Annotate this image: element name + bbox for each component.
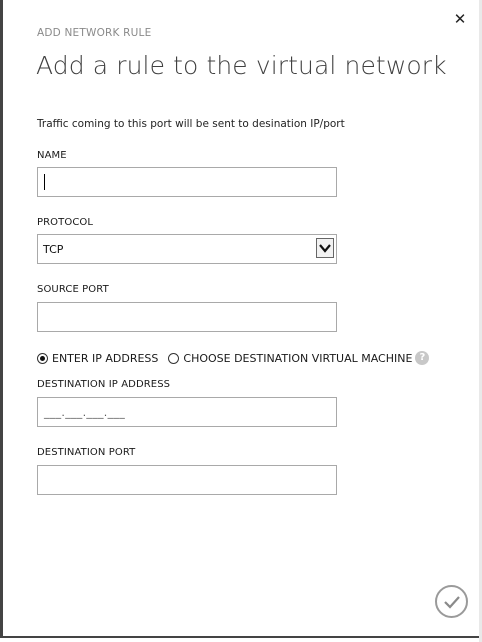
ip-mask-placeholder: ___.___.___.___ (44, 406, 125, 419)
text-caret (44, 174, 45, 190)
enter-ip-radio[interactable] (37, 353, 48, 364)
enter-ip-radio-label[interactable]: ENTER IP ADDRESS (52, 351, 159, 365)
source-port-input[interactable] (37, 302, 337, 332)
name-label: NAME (37, 150, 67, 161)
dialog-kicker: ADD NETWORK RULE (37, 27, 152, 39)
destination-port-label: DESTINATION PORT (37, 447, 136, 458)
help-icon[interactable]: ? (415, 351, 429, 365)
choose-vm-radio[interactable] (168, 353, 179, 364)
chevron-down-icon[interactable] (316, 238, 334, 258)
destination-type-options (37, 350, 429, 366)
destination-ip-label: DESTINATION IP ADDRESS (37, 379, 171, 390)
protocol-select[interactable] (37, 234, 337, 264)
source-port-label: SOURCE PORT (37, 284, 109, 295)
page-title: Add a rule to the virtual network (36, 51, 447, 80)
protocol-label: PROTOCOL (37, 217, 94, 228)
checkmark-icon (443, 594, 461, 610)
confirm-button[interactable] (435, 585, 468, 618)
choose-vm-radio-label[interactable]: CHOOSE DESTINATION VIRTUAL MACHINE (183, 351, 413, 365)
destination-port-input[interactable] (37, 465, 337, 495)
destination-ip-input[interactable] (37, 397, 337, 427)
close-icon[interactable]: ✕ (453, 10, 467, 28)
dialog-description: Traffic coming to this port will be sent to desination IP/port (37, 118, 345, 130)
name-input[interactable] (37, 167, 337, 197)
protocol-selected-value: TCP (43, 243, 64, 256)
